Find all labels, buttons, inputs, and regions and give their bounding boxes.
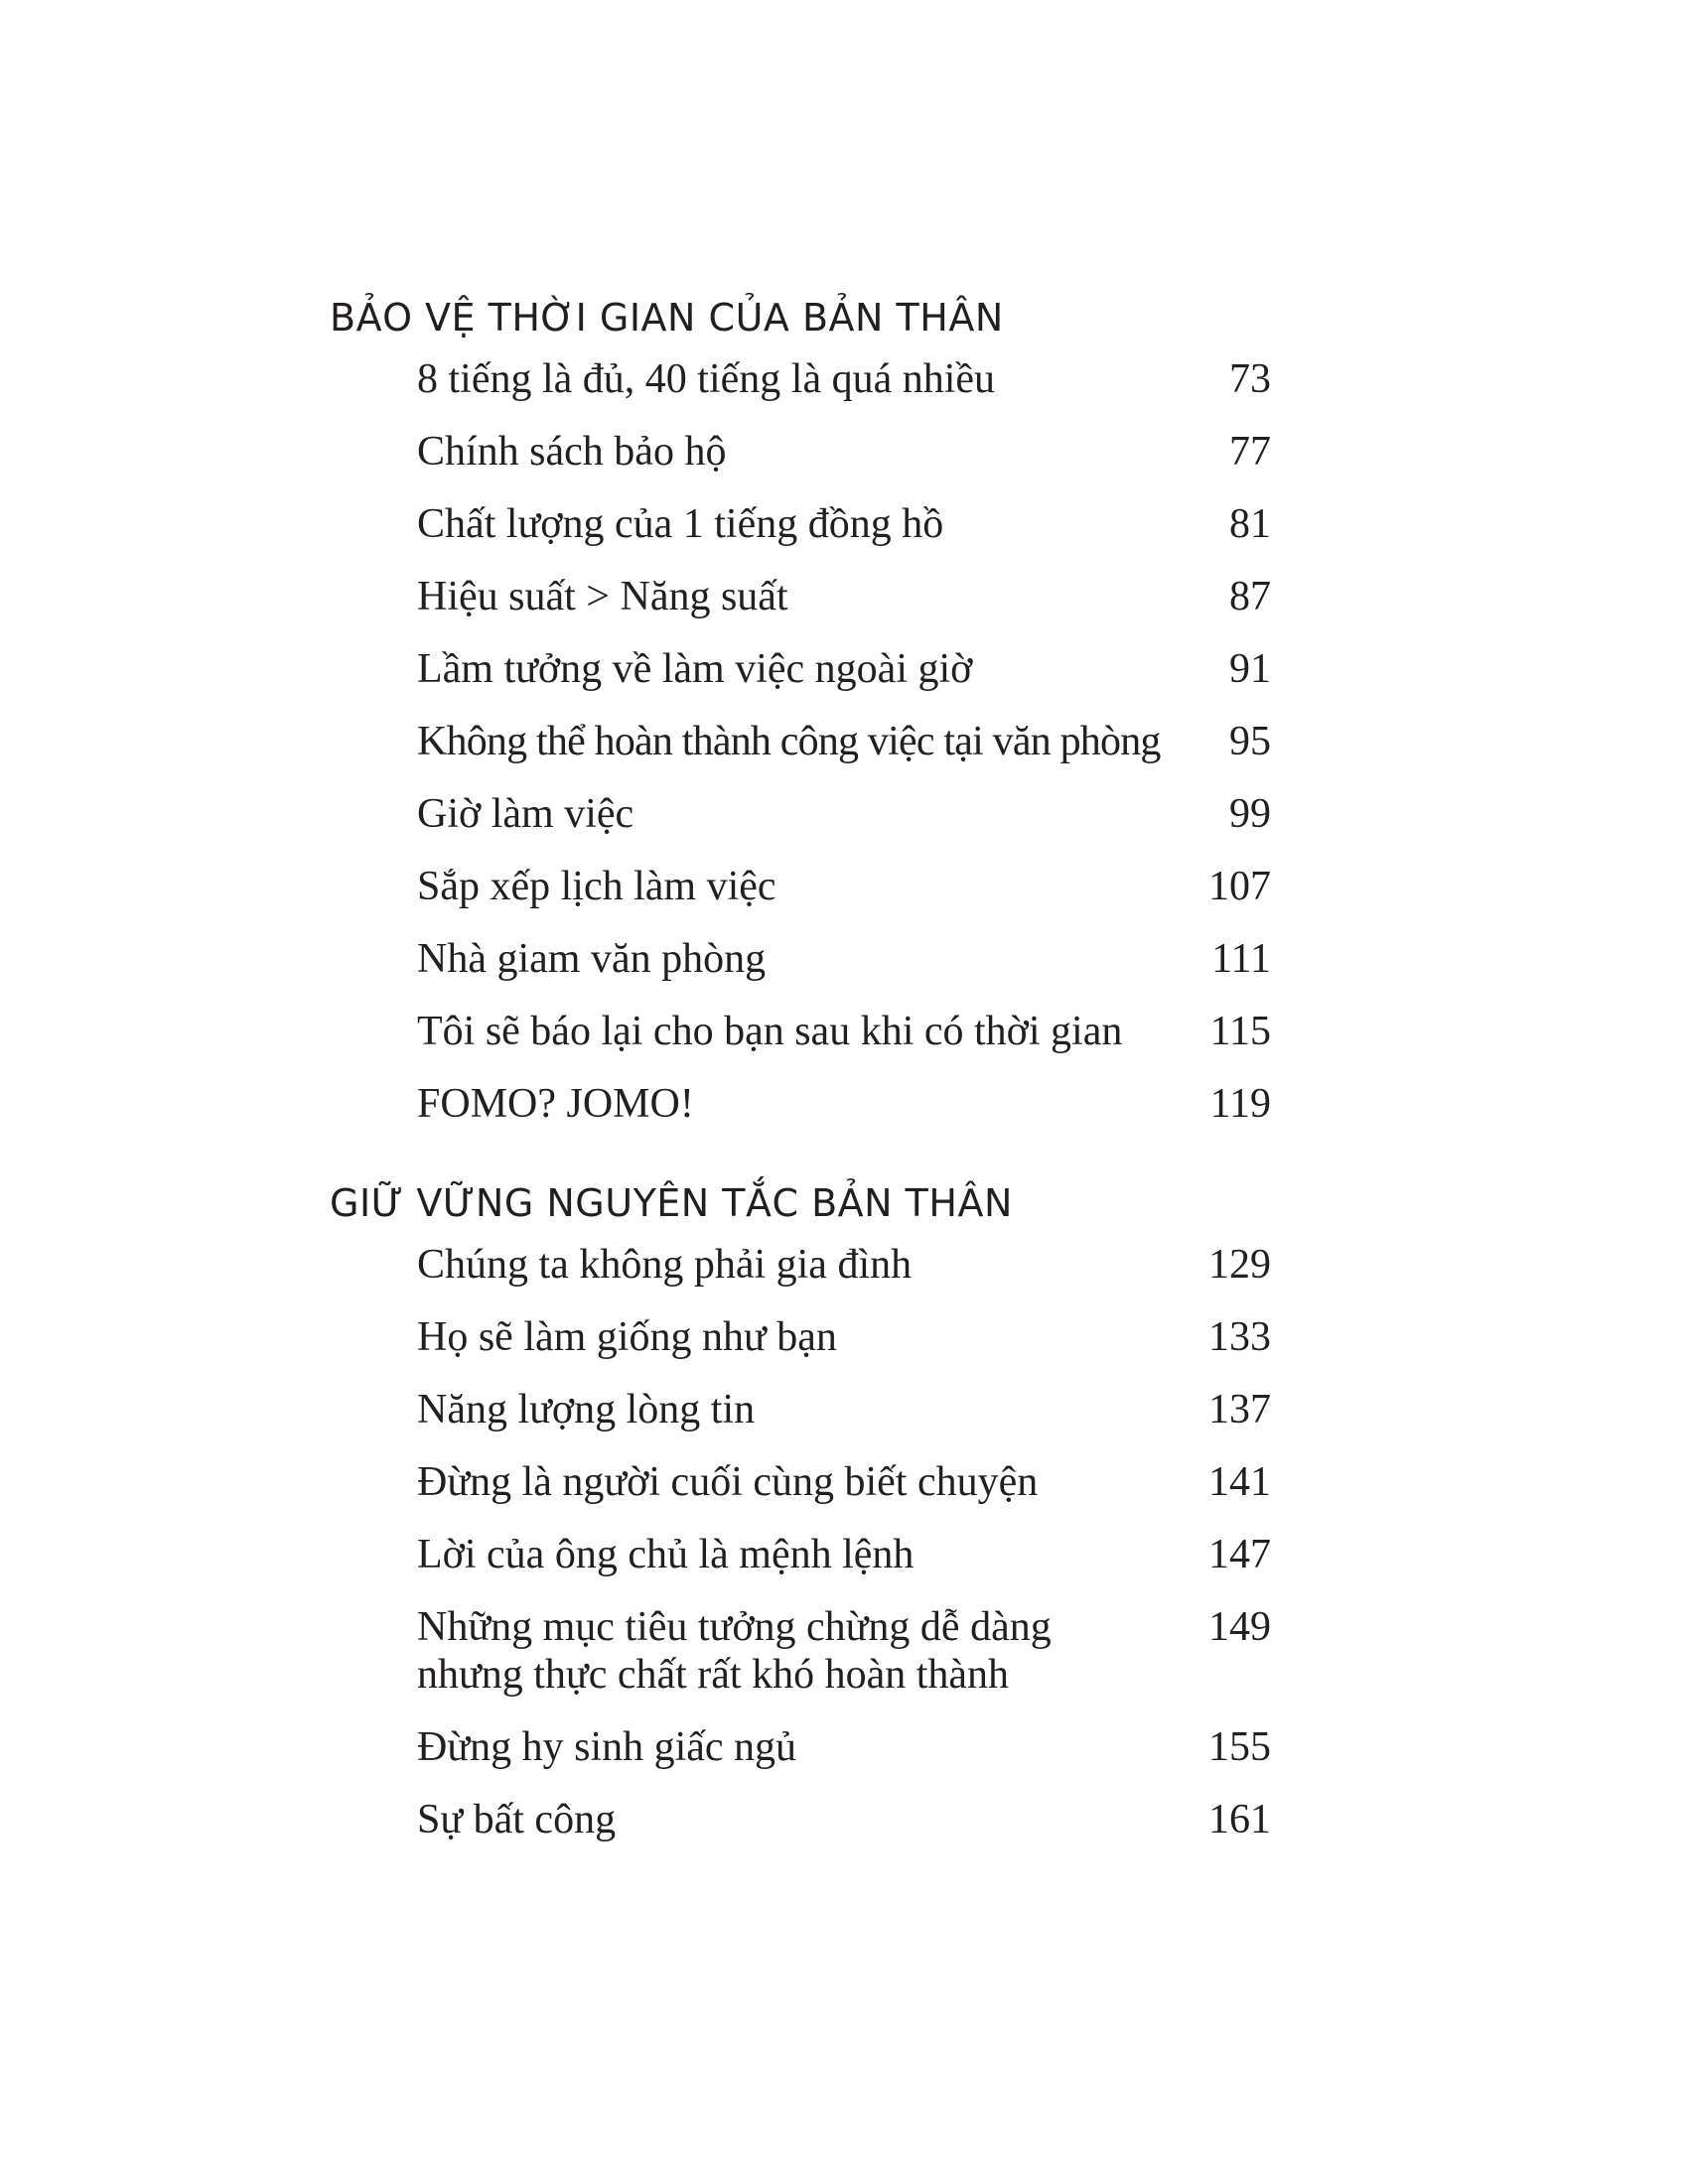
toc-entry-title: Những mục tiêu tưởng chừng dễ dàng nhưng thực chất rất khó hoàn thành: [417, 1604, 1052, 1698]
toc-entry: [417, 1313, 1271, 1361]
toc-entry: [417, 1386, 1271, 1433]
toc-entry-title: FOMO? JOMO!: [417, 1081, 694, 1127]
toc-section-protect-time: [330, 288, 1271, 1128]
toc-entry-title: Hiệu suất > Năng suất: [417, 574, 788, 619]
toc-entry-title: Năng lượng lòng tin: [417, 1387, 756, 1433]
toc-entry: [417, 790, 1271, 838]
section-heading: BẢO VỆ THỜI GIAN CỦA BẢN THÂN: [330, 296, 1004, 340]
toc-entry: [417, 428, 1271, 476]
toc-entry: [417, 863, 1271, 910]
toc-entry-page: 119: [1209, 1081, 1271, 1127]
toc-entry-title: Sự bất công: [417, 1797, 617, 1843]
toc-entry: [417, 500, 1271, 548]
toc-entry-page: 95: [1229, 719, 1271, 764]
toc-entry-page: 149: [1208, 1604, 1271, 1650]
toc-entry: [417, 1531, 1271, 1578]
toc-entry: [417, 1723, 1271, 1771]
toc-entry-title: Chính sách bảo hộ: [417, 429, 727, 475]
toc-entry: [417, 1603, 1271, 1699]
toc-entry: [417, 355, 1271, 403]
toc-entry-title: Đừng hy sinh giấc ngủ: [417, 1724, 797, 1770]
toc-entry: [417, 1008, 1271, 1055]
toc-entry-title: 8 tiếng là đủ, 40 tiếng là quá nhiều: [417, 356, 996, 402]
toc-entry-page: 91: [1229, 646, 1271, 692]
toc-entry: [417, 935, 1271, 983]
toc-entry-page: 115: [1209, 1009, 1271, 1054]
toc-entry: [417, 1796, 1271, 1843]
toc-entry-page: 111: [1211, 936, 1271, 982]
toc-entry: [417, 645, 1271, 693]
toc-entry-page: 87: [1229, 574, 1271, 619]
toc-entry-title: Giờ làm việc: [417, 791, 634, 837]
toc-entry: [417, 718, 1271, 765]
toc-entry-page: 155: [1208, 1724, 1271, 1770]
toc-entry-page: 73: [1229, 356, 1271, 402]
toc-entry: [417, 1241, 1271, 1289]
section-heading: GIỮ VỮNG NGUYÊN TẮC BẢN THÂN: [330, 1181, 1013, 1225]
toc-entry-title: Nhà giam văn phòng: [417, 936, 767, 982]
toc-entry-page: 81: [1229, 501, 1271, 547]
toc-entry-page: 137: [1208, 1387, 1271, 1433]
toc-entry-list: [330, 355, 1271, 1128]
toc-entry-title: Đừng là người cuối cùng biết chuyện: [417, 1459, 1039, 1505]
toc-entry-title: Sắp xếp lịch làm việc: [417, 864, 776, 909]
toc-entry-page: 99: [1229, 791, 1271, 837]
toc-entry-page: 161: [1208, 1797, 1271, 1843]
toc-entry-title: Lời của ông chủ là mệnh lệnh: [417, 1532, 914, 1577]
toc-entry-title: Tôi sẽ báo lại cho bạn sau khi có thời gian: [417, 1009, 1123, 1054]
toc-entry-list: [330, 1241, 1271, 1843]
toc-entry-page: 77: [1229, 429, 1271, 475]
toc-entry-page: 141: [1208, 1459, 1271, 1505]
toc-entry-page: 133: [1208, 1314, 1271, 1360]
toc-entry-title: Không thể hoàn thành công việc tại văn phòng: [417, 719, 1161, 764]
toc-section-keep-principles: [330, 1173, 1271, 1843]
toc-entry: [417, 573, 1271, 620]
toc-entry-title: Lầm tưởng về làm việc ngoài giờ: [417, 646, 973, 692]
toc-entry-page: 129: [1208, 1242, 1271, 1288]
toc-entry-page: 107: [1208, 864, 1271, 909]
toc-entry: [417, 1080, 1271, 1128]
toc-entry-title: Họ sẽ làm giống như bạn: [417, 1314, 837, 1360]
toc-entry-page: 147: [1208, 1532, 1271, 1577]
table-of-contents: [330, 288, 1271, 1868]
toc-entry: [417, 1458, 1271, 1506]
toc-entry-title: Chất lượng của 1 tiếng đồng hồ: [417, 501, 944, 547]
toc-entry-title: Chúng ta không phải gia đình: [417, 1242, 913, 1288]
